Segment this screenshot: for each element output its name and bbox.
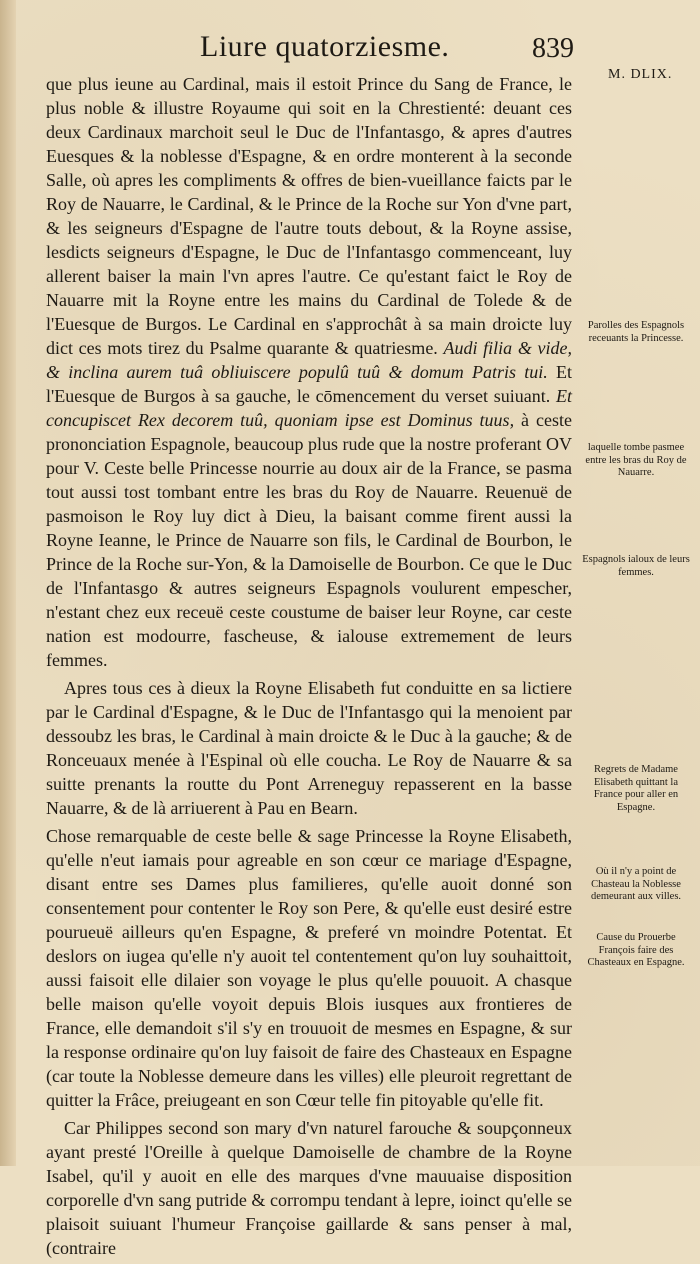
margin-note: laquelle tombe pasmee entre les bras du Roy de Nauarre. xyxy=(585,442,687,478)
paragraph-4: Car Philippes second son mary d'vn naturel farouche & soupçonneux ayant presté l'Oreille à quelque Damoiselle de chambre de la Royne Isabel, qu'il y auoit en elle des marques d'vne mauuaise disposition corporelle d'vn sang putride & corrompu tendant à lepre, ioinct qu'elle se plaisoit suiuant l'humeur Françoise gaillarde & sans penser à mal, (contraire xyxy=(46,1118,572,1258)
text-run: Et l'Euesque de Burgos à sa gauche, le cōmencement du verset suiuant. xyxy=(46,362,572,406)
page-gutter-shadow xyxy=(0,0,16,1166)
paragraph-2: Apres tous ces à dieux la Royne Elisabeth fut conduitte en sa lictiere par le Cardinal d'Espagne, & le Duc de l'Infantasgo qui la menoient par dessoubz les bras, le Cardinal à main droicte & le Duc à la gauche; & de Ronceuaux menée à l'Espinal où elle coucha. Le Roy de Nauarre & sa suitte prenants la routte du Pont Arreneguy repasserent en la basse Nauarre, & de là arriuerent à Pau en Bearn. xyxy=(46,678,572,818)
margin-note: Regrets de Madame Elisabeth quittant la France pour aller en Espagne. xyxy=(593,764,679,813)
margin-note: Où il n'y a point de Chasteau la Noblesse demeurant aux villes. xyxy=(590,866,682,902)
paragraph-1 xyxy=(46,72,572,672)
text-run: que plus ieune au Cardinal, mais il estoit Prince du Sang de France, le plus noble & illustre Royaume qui soit en la Chrestienté: deuant ces deux Cardinaux marchoit seul le Duc de l'Infantasgo, & apres d'autres Euesques & la noblesse d'Espagne, & en ordre monterent à la seconde Salle, où apres les compliments & offres de bien-vueillance faicts par le Roy de Nauarre, le Cardinal, & le Prince de la Roche sur Yon d'vne part, & les seigneurs d'Espagne de l'autre touts debout, & la Royne assise, lesdicts seigneurs d'Espagne, le Duc de l'Infantasgo commenceant, luy allerent baiser la main l'vn apres l'autre. Ce qu'estant faict le Roy de Nauarre mit la Royne entre les mains du Cardinal de Tolede & de l'Euesque de Burgos. Le Cardinal en s'approchât à sa main droicte luy dict ces mots tirez du Psalme quarante & quatriesme. xyxy=(46,74,572,358)
margin-note: Espagnols ialoux de leurs femmes. xyxy=(582,554,690,578)
running-title: Liure quatorziesme. xyxy=(200,30,450,63)
margin-note: Cause du Prouerbe François faire des Chasteaux en Espagne. xyxy=(587,932,685,968)
year-margin: M. DLIX. xyxy=(608,67,673,82)
main-text xyxy=(46,72,572,1264)
latin-quote: Audi filia & vide, & inclina aurem tuâ obliuiscere populû tuû & domum Patris tui. xyxy=(46,338,572,382)
text-run: à ceste prononciation Espagnole, beaucoup plus rude que la nostre proferant OV pour V. Ceste belle Princesse nourrie au doux air de la France, se pasma tout aussi tost tombant entre les bras du Roy de Nauarre. Reuenuë de pasmoison le Roy luy dict à Dieu, la baisant comme firent aussi la Royne Ieanne, le Prince de Nauarre son fils, le Cardinal de Bourbon, le Prince de la Roche sur-Yon, & la Damoiselle de Bourbon. Ce que le Duc de l'Infantasgo & autres seigneurs Espagnols voulurent empescher, n'estant chez eux receuë ceste coustume de baiser leur Royne, car ceste nation est modourre, fascheuse, & ialouse extremement de leurs femmes. xyxy=(46,410,572,670)
page-number: 839 xyxy=(532,33,574,64)
latin-quote: Et concupiscet Rex decorem tuû, quoniam ipse est Dominus tuus, xyxy=(46,386,572,430)
paragraph-3: Chose remarquable de ceste belle & sage Princesse la Royne Elisabeth, qu'elle n'eut iamais pour agreable en son cœur ce mariage d'Espagne, disant entre ses Dames plus familieres, qu'elle auoit donné son consentement pour contenter le Roy son Pere, & qu'elle eust desiré estre pourueuë ailleurs qu'en Espagne, & preferé vn moindre Potentat. Et deslors on iugea qu'elle n'y auoit tel contentement qu'on luy souhaittoit, aussi faisoit elle dilaier son voyage le plus qu'elle pouuoit. A chasque belle maison qu'elle voyoit depuis Blois iusques aux frontieres de France, elle demandoit s'il s'y en trouuoit de mesmes en Espagne, & sur la response ordinaire qu'on luy faisoit de faire des Chasteaux en Espagne (car toute la Noblesse demeure dans les villes) elle pleuroit regrettant de quitter la Frâce, preiugeant en son Cœur telle fin pitoyable qu'elle fit. xyxy=(46,826,572,1110)
margin-note: Parolles des Espagnols receuants la Princesse. xyxy=(587,320,685,344)
